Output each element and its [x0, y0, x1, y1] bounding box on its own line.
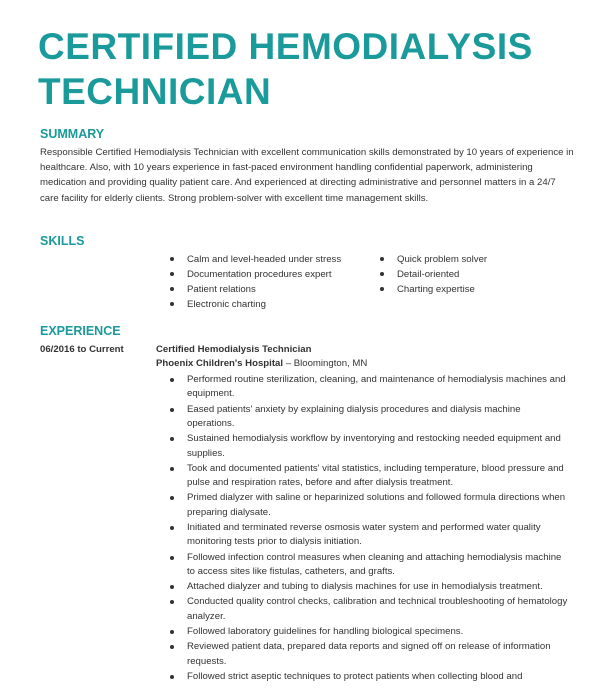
summary-text: Responsible Certified Hemodialysis Technician with excellent communication skills demonstrated by 10 years of experience in healthcare. Also, with 10 years experience in fast-paced environment handling confidential paperwork, administering medication and providing quality patient care. And experienced at directing administrative and personnel matters in a 24/7 care facility for elderly clients. Strong problem-solver with excellent time management skills. [40, 147, 574, 204]
duty-item: Performed routine sterilization, cleaning, and maintenance of hemodialysis machines and equipment. [170, 373, 570, 402]
bullet-icon [170, 272, 174, 276]
summary-heading: SUMMARY [40, 127, 105, 141]
experience-heading: EXPERIENCE [40, 324, 121, 338]
bullet-icon [170, 287, 174, 291]
skill-item: Charting expertise [380, 282, 487, 297]
duty-item: Reviewed patient data, prepared data reports and signed off on release of information requests. [170, 640, 570, 669]
job-title: Certified Hemodialysis Technician [156, 344, 312, 355]
bullet-icon [380, 272, 384, 276]
job-company-line [156, 358, 367, 369]
bullet-icon [170, 645, 174, 649]
bullet-icon [170, 675, 174, 679]
duty-item: Followed laboratory guidelines for handling biological specimens. [170, 625, 570, 639]
duty-item: Primed dialyzer with saline or heparinized solutions and followed formula directions when preparing dialysate. [170, 491, 570, 520]
bullet-icon [170, 526, 174, 530]
bullet-icon [170, 630, 174, 634]
skill-item: Calm and level-headed under stress [170, 252, 341, 267]
skill-item: Patient relations [170, 282, 341, 297]
skill-item: Electronic charting [170, 297, 341, 312]
bullet-icon [170, 378, 174, 382]
skills-column-left [170, 252, 341, 312]
skill-item: Quick problem solver [380, 252, 487, 267]
name-line-2: TECHNICIAN [38, 71, 272, 112]
duty-item: Sustained hemodialysis workflow by inventorying and restocking needed equipment and supplies. [170, 432, 570, 461]
bullet-icon [170, 600, 174, 604]
bullet-icon [170, 496, 174, 500]
duty-item: Took and documented patients' vital statistics, including temperature, blood pressure and pulse and respiration rates, before and after dialysis treatment. [170, 462, 570, 491]
bullet-icon [170, 585, 174, 589]
duty-item: Initiated and terminated reverse osmosis water system and performed water quality monitoring tests prior to dialysis initiation. [170, 521, 570, 550]
skills-column-right [380, 252, 487, 297]
bullet-icon [170, 302, 174, 306]
duty-item: Attached dialyzer and tubing to dialysis machines for use in hemodialysis treatment. [170, 580, 570, 594]
skill-item: Detail-oriented [380, 267, 487, 282]
bullet-icon [170, 556, 174, 560]
job-location: Bloomington, MN [293, 358, 368, 369]
bullet-icon [170, 257, 174, 261]
bullet-icon [170, 408, 174, 412]
duty-item: Conducted quality control checks, calibration and technical troubleshooting of hematology analyzer. [170, 595, 570, 624]
skills-heading: SKILLS [40, 234, 85, 248]
bullet-icon [170, 437, 174, 441]
bullet-icon [170, 467, 174, 471]
company-name: Phoenix Children's Hospital [156, 358, 284, 369]
job-date: 06/2016 to Current [40, 344, 124, 355]
skill-item: Documentation procedures expert [170, 267, 341, 282]
name-line-1: CERTIFIED HEMODIALYSIS [38, 26, 533, 67]
company-dash: – [283, 358, 294, 369]
bullet-icon [380, 287, 384, 291]
resume-name [38, 24, 598, 114]
job-duties-list [170, 373, 570, 685]
bullet-icon [380, 257, 384, 261]
duty-item: Eased patients' anxiety by explaining dialysis procedures and dialysis machine operations. [170, 403, 570, 432]
duty-item: Followed strict aseptic techniques to protect patients when collecting blood and [170, 670, 570, 684]
duty-item: Followed infection control measures when cleaning and attaching hemodialysis machine to access sites like fistulas, catheters, and grafts. [170, 551, 570, 580]
